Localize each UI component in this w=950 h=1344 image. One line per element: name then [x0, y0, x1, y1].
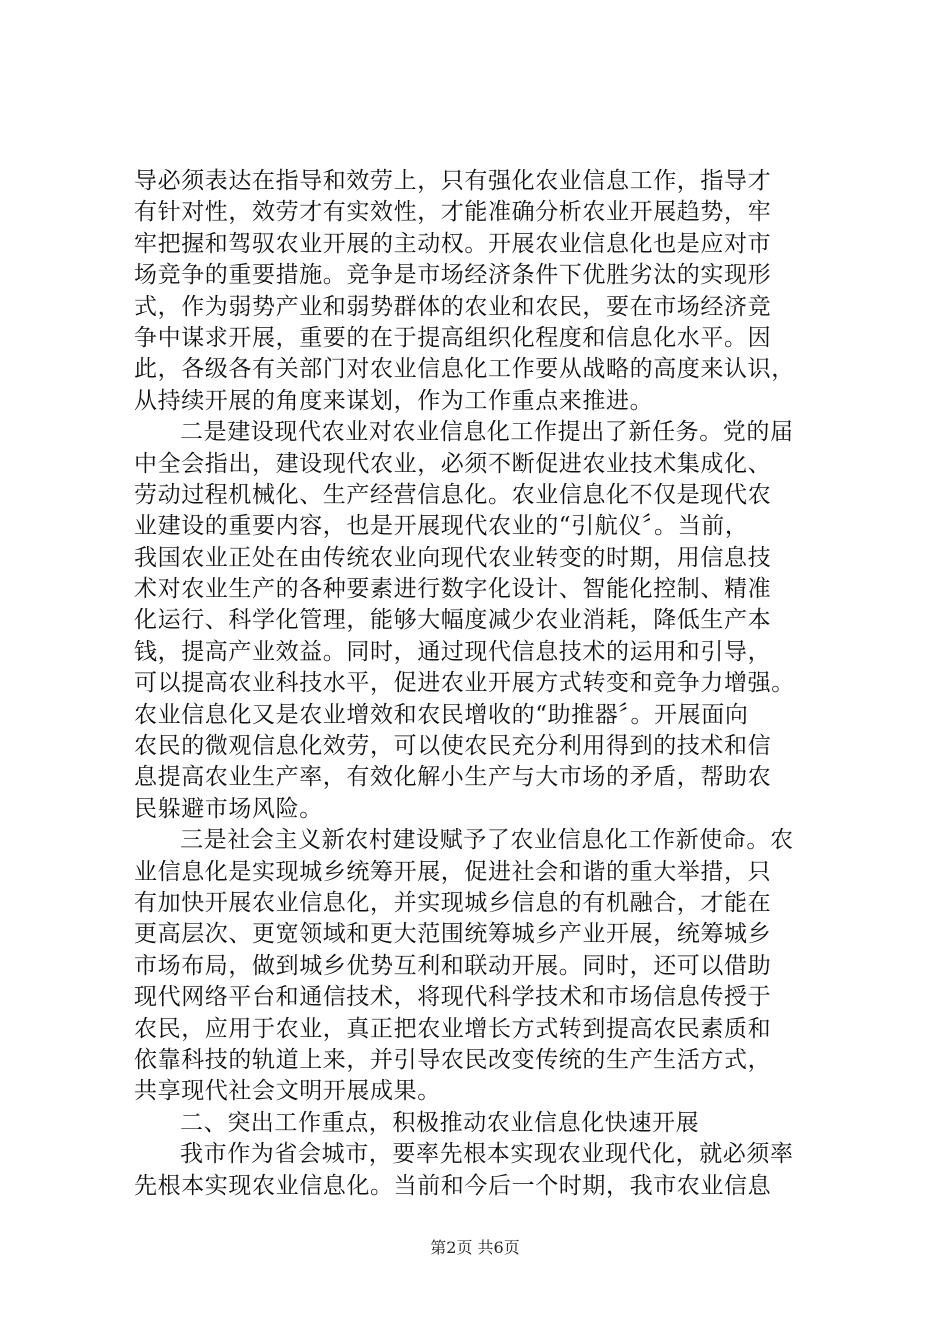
text-line: 先根本实现农业信息化。当前和今后一个时期，我市农业信息 [134, 1172, 772, 1199]
text-line: 业建设的重要内容，也是开展现代农业的“引航仪〞。当前， [134, 513, 749, 540]
text-line: 共享现代社会文明开展成果。 [134, 1078, 441, 1105]
text-line: 从持续开展的角度来谋划，作为工作重点来推进。 [134, 387, 654, 414]
paragraph-start-line: 我市作为省会城市，要率先根本实现农业现代化，就必须率 [180, 1141, 794, 1168]
text-line: 争中谋求开展，重要的在于提高组织化程度和信息化水平。因 [134, 324, 772, 351]
text-line: 钱，提高产业效益。同时，通过现代信息技术的运用和引导， [134, 638, 772, 665]
text-line: 现代网络平台和通信技术，将现代科学技术和市场信息传授于 [134, 984, 772, 1011]
text-line: 市场布局，做到城乡优势互利和联动开展。同时，还可以借助 [134, 952, 772, 979]
document-body [134, 166, 834, 1202]
text-line: 更高层次、更宽领域和更大范围统筹城乡产业开展，统筹城乡 [134, 921, 772, 948]
text-line: 民躲避市场风险。 [134, 795, 323, 822]
text-line: 术对农业生产的各种要素进行数字化设计、智能化控制、精准 [134, 576, 772, 603]
text-line: 牢把握和驾驭农业开展的主动权。开展农业信息化也是应对市 [134, 230, 772, 257]
text-line: 式，作为弱势产业和弱势群体的农业和农民，要在市场经济竞 [134, 293, 772, 320]
text-line: 此，各级各有关部门对农业信息化工作要从战略的高度来认识， [134, 356, 795, 383]
text-line: 劳动过程机械化、生产经营信息化。农业信息化不仅是现代农 [134, 481, 772, 508]
text-line: 息提高农业生产率，有效化解小生产与大市场的矛盾，帮助农 [134, 764, 772, 791]
text-line: 农民的微观信息化效劳，可以使农民充分利用得到的技术和信 [134, 733, 772, 760]
section-heading: 二、突出工作重点，积极推动农业信息化快速开展 [180, 1109, 700, 1136]
text-line: 依靠科技的轨道上来，并引导农民改变传统的生产生活方式， [134, 1046, 772, 1073]
paragraph-start-line: 二是建设现代农业对农业信息化工作提出了新任务。党的届 [180, 419, 794, 446]
text-line: 中全会指出，建设现代农业，必须不断促进农业技术集成化、 [134, 450, 772, 477]
text-line: 场竞争的重要措施。竞争是市场经济条件下优胜劣汰的实现形 [134, 262, 772, 289]
text-line: 有加快开展农业信息化，并实现城乡信息的有机融合，才能在 [134, 889, 772, 916]
text-line: 可以提高农业科技水平，促进农业开展方式转变和竞争力增强。 [134, 670, 795, 697]
text-line: 农民，应用于农业，真正把农业增长方式转到提高农民素质和 [134, 1015, 772, 1042]
text-line: 农业信息化又是农业增效和农民增收的“助推器〞。开展面向 [134, 701, 749, 728]
text-line: 化运行、科学化管理，能够大幅度减少农业消耗，降低生产本 [134, 607, 772, 634]
text-line: 有针对性，效劳才有实效性，才能准确分析农业开展趋势，牢 [134, 199, 772, 226]
text-line: 业信息化是实现城乡统筹开展，促进社会和谐的重大举措，只 [134, 858, 772, 885]
text-line: 导必须表达在指导和效劳上，只有强化农业信息工作，指导才 [134, 168, 772, 194]
paragraph-start-line: 三是社会主义新农村建设赋予了农业信息化工作新使命。农 [180, 827, 794, 854]
page-number-footer: 第2页 共6页 [430, 1238, 520, 1257]
text-line: 我国农业正处在由传统农业向现代农业转变的时期，用信息技 [134, 544, 772, 571]
